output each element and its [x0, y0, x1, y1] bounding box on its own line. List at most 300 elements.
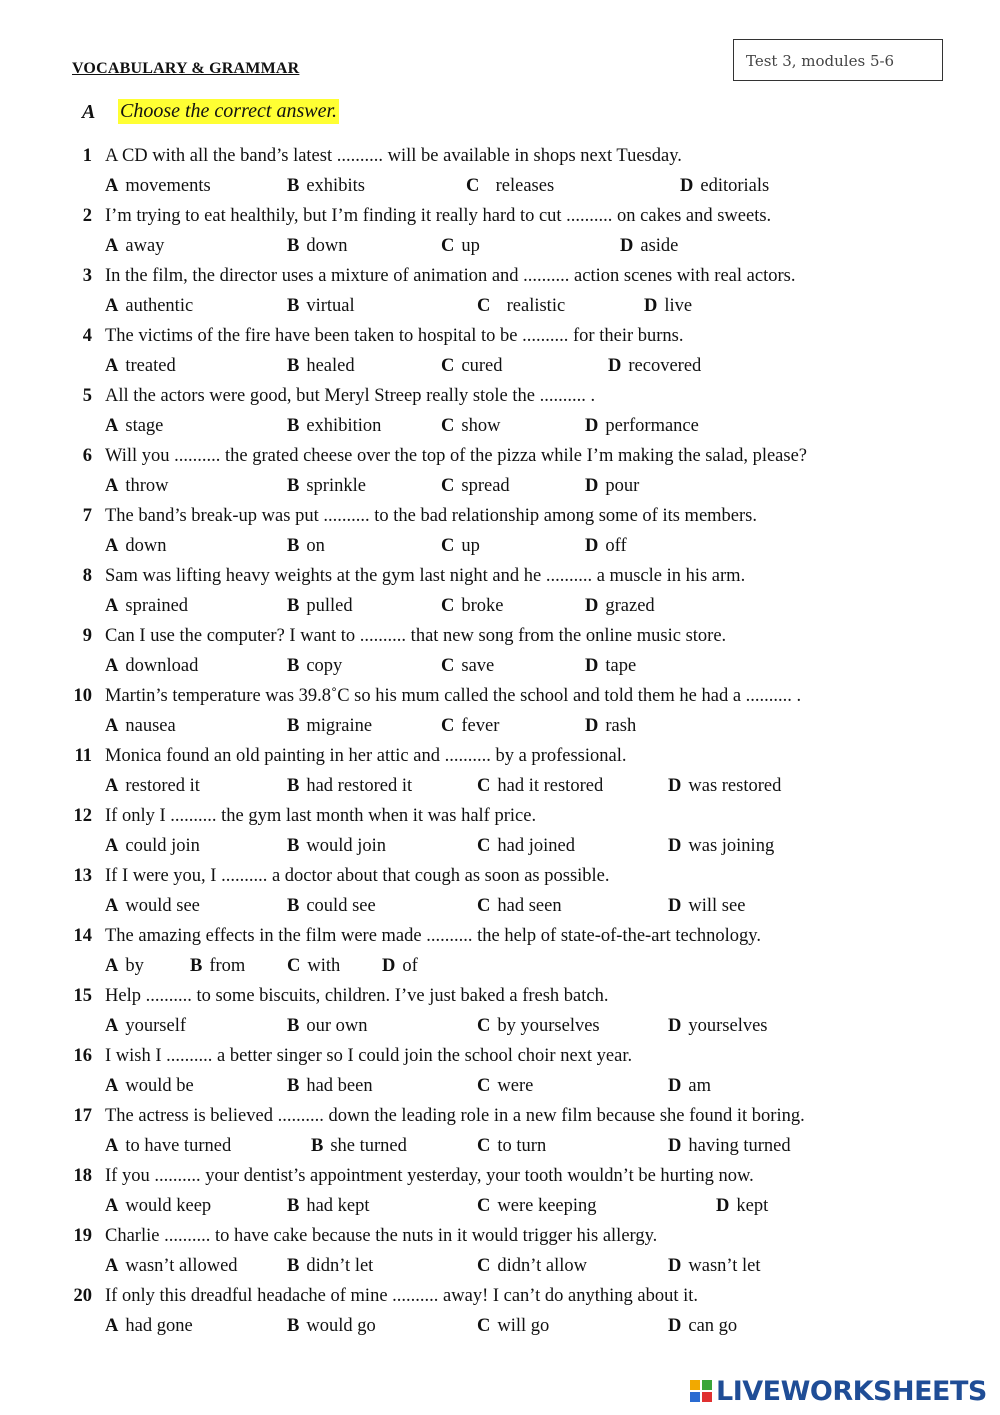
question-number: 7	[82, 506, 92, 526]
answer-option-c[interactable]	[441, 476, 510, 497]
question-stem: A CD with all the band’s latest .......... will be available in shops next Tuesday.	[105, 146, 682, 166]
option-letter: B	[287, 416, 300, 436]
answer-option-a[interactable]	[105, 1256, 238, 1277]
option-letter: C	[477, 1136, 491, 1156]
question-number: 2	[82, 206, 92, 226]
answer-option-d[interactable]	[668, 1256, 760, 1277]
option-letter: A	[105, 776, 119, 796]
option-letter: B	[287, 1016, 300, 1036]
question-12	[0, 806, 1000, 866]
question-number: 4	[82, 326, 92, 346]
test-label: Test 3, modules 5-6	[746, 52, 895, 70]
answer-option-d[interactable]	[644, 296, 692, 317]
option-letter: A	[105, 536, 119, 556]
answer-option-d[interactable]	[668, 896, 745, 917]
option-text: would be	[125, 1076, 194, 1096]
answer-option-a[interactable]	[105, 236, 164, 257]
option-letter: D	[620, 236, 634, 256]
option-letter: C	[441, 596, 455, 616]
question-stem: Charlie .......... to have cake because the nuts in it would trigger his allergy.	[105, 1226, 658, 1246]
answer-option-b[interactable]	[287, 1196, 370, 1217]
answer-option-b[interactable]	[311, 1136, 407, 1157]
option-text: virtual	[306, 296, 355, 316]
question-stem: Can I use the computer? I want to .......... that new song from the online music store.	[105, 626, 727, 646]
question-4	[0, 326, 1000, 386]
option-letter: C	[441, 476, 455, 496]
option-letter: A	[105, 416, 119, 436]
answer-option-c[interactable]	[441, 236, 480, 257]
option-letter: B	[287, 596, 300, 616]
option-text: wasn’t let	[688, 1256, 761, 1276]
question-number: 1	[82, 146, 92, 166]
option-letter: D	[585, 656, 599, 676]
option-letter: D	[668, 1316, 682, 1336]
option-text: healed	[306, 356, 355, 376]
answer-option-c[interactable]	[441, 656, 494, 677]
option-text: exhibits	[306, 176, 365, 196]
answer-option-a[interactable]	[105, 296, 193, 317]
section-title: VOCABULARY & GRAMMAR	[72, 60, 300, 77]
answer-option-d[interactable]	[585, 536, 627, 557]
question-number: 15	[73, 986, 92, 1006]
question-number: 18	[73, 1166, 92, 1186]
option-text: releases	[486, 176, 555, 196]
option-text: could join	[125, 836, 200, 856]
option-text: she turned	[330, 1136, 407, 1156]
question-10	[0, 686, 1000, 746]
option-letter: B	[190, 956, 203, 976]
question-16	[0, 1046, 1000, 1106]
question-number: 6	[82, 446, 92, 466]
answer-option-d[interactable]	[585, 656, 636, 677]
option-text: to have turned	[125, 1136, 232, 1156]
option-text: recovered	[628, 356, 702, 376]
answer-option-d[interactable]	[608, 356, 701, 377]
option-text: had joined	[497, 836, 575, 856]
question-8	[0, 566, 1000, 626]
question-20	[0, 1286, 1000, 1346]
option-letter: B	[287, 476, 300, 496]
question-stem: Will you .......... the grated cheese over the top of the pizza while I’m making the salad, please?	[105, 446, 808, 466]
option-text: were	[497, 1076, 534, 1096]
answer-option-c[interactable]	[466, 176, 554, 197]
answer-option-d[interactable]	[668, 1076, 711, 1097]
question-11	[0, 746, 1000, 806]
option-text: can go	[688, 1316, 738, 1336]
option-letter: B	[287, 656, 300, 676]
answer-option-a[interactable]	[105, 596, 188, 617]
option-text: up	[461, 236, 480, 256]
question-number: 13	[73, 866, 92, 886]
answer-option-b[interactable]	[287, 176, 365, 197]
option-text: spread	[461, 476, 510, 496]
option-text: am	[688, 1076, 711, 1096]
question-stem: The victims of the fire have been taken to hospital to be .......... for their burns.	[105, 326, 684, 346]
option-letter: B	[287, 716, 300, 736]
question-number: 14	[73, 926, 92, 946]
answer-option-d[interactable]	[382, 956, 418, 977]
option-text: treated	[125, 356, 176, 376]
option-letter: A	[105, 956, 119, 976]
question-number: 16	[73, 1046, 92, 1066]
option-letter: A	[105, 1076, 119, 1096]
option-letter: C	[441, 716, 455, 736]
answer-option-a[interactable]	[105, 836, 200, 857]
option-letter: D	[585, 476, 599, 496]
answer-option-b[interactable]	[287, 656, 342, 677]
question-stem: The amazing effects in the film were made .......... the help of state-of-the-art technology.	[105, 926, 761, 946]
question-stem: I wish I .......... a better singer so I could join the school choir next year.	[105, 1046, 633, 1066]
option-text: didn’t allow	[497, 1256, 587, 1276]
option-text: broke	[461, 596, 504, 616]
answer-option-a[interactable]	[105, 1136, 231, 1157]
option-letter: A	[105, 896, 119, 916]
answer-option-c[interactable]	[477, 1316, 549, 1337]
option-letter: D	[668, 1136, 682, 1156]
logo-grid-icon	[690, 1380, 712, 1402]
option-text: performance	[605, 416, 699, 436]
option-letter: A	[105, 1256, 119, 1276]
option-letter: C	[441, 236, 455, 256]
answer-option-c[interactable]	[477, 296, 565, 317]
question-1	[0, 146, 1000, 206]
question-3	[0, 266, 1000, 326]
answer-option-b[interactable]	[287, 476, 366, 497]
option-text: would keep	[125, 1196, 212, 1216]
answer-option-b[interactable]	[287, 716, 372, 737]
answer-option-a[interactable]	[105, 356, 176, 377]
option-letter: B	[311, 1136, 324, 1156]
answer-option-a[interactable]	[105, 716, 176, 737]
option-text: had been	[306, 1076, 373, 1096]
answer-option-a[interactable]	[105, 1076, 194, 1097]
option-text: our own	[306, 1016, 368, 1036]
option-letter: C	[477, 1076, 491, 1096]
option-text: movements	[125, 176, 211, 196]
answer-option-d[interactable]	[585, 596, 655, 617]
answer-option-d[interactable]	[716, 1196, 768, 1217]
option-letter: B	[287, 356, 300, 376]
option-text: would join	[306, 836, 386, 856]
option-letter: B	[287, 236, 300, 256]
question-13	[0, 866, 1000, 926]
answer-option-b[interactable]	[287, 536, 325, 557]
option-letter: C	[441, 656, 455, 676]
option-letter: B	[287, 1256, 300, 1276]
question-stem: Help .......... to some biscuits, children. I’ve just baked a fresh batch.	[105, 986, 609, 1006]
option-letter: C	[477, 1316, 491, 1336]
option-letter: C	[466, 176, 480, 196]
option-text: restored it	[125, 776, 200, 796]
answer-option-d[interactable]	[668, 1016, 768, 1037]
question-stem: All the actors were good, but Meryl Streep really stole the .......... .	[105, 386, 596, 406]
option-text: cured	[461, 356, 503, 376]
option-text: live	[664, 296, 693, 316]
option-text: save	[461, 656, 495, 676]
answer-option-d[interactable]	[668, 776, 781, 797]
option-text: would go	[306, 1316, 376, 1336]
option-letter: A	[105, 716, 119, 736]
answer-option-c[interactable]	[441, 596, 504, 617]
option-text: will go	[497, 1316, 550, 1336]
option-letter: D	[585, 536, 599, 556]
option-text: away	[125, 236, 165, 256]
option-letter: B	[287, 836, 300, 856]
question-stem: Monica found an old painting in her attic and .......... by a professional.	[105, 746, 627, 766]
option-text: down	[306, 236, 348, 256]
option-text: tape	[605, 656, 637, 676]
option-letter: A	[105, 1136, 119, 1156]
question-14	[0, 926, 1000, 986]
answer-option-c[interactable]	[477, 836, 575, 857]
answer-option-c[interactable]	[441, 716, 499, 737]
option-text: show	[461, 416, 501, 436]
answer-option-c[interactable]	[477, 1016, 600, 1037]
answer-option-d[interactable]	[680, 176, 769, 197]
option-letter: C	[287, 956, 301, 976]
option-letter: C	[441, 416, 455, 436]
option-text: with	[307, 956, 341, 976]
answer-option-d[interactable]	[585, 476, 639, 497]
option-text: on	[306, 536, 325, 556]
option-letter: B	[287, 776, 300, 796]
question-5	[0, 386, 1000, 446]
option-text: had restored it	[306, 776, 413, 796]
option-text: sprinkle	[306, 476, 366, 496]
question-number: 8	[82, 566, 92, 586]
option-letter: A	[105, 1196, 119, 1216]
question-19	[0, 1226, 1000, 1286]
option-text: was joining	[688, 836, 775, 856]
option-letter: B	[287, 536, 300, 556]
answer-option-b[interactable]	[287, 596, 353, 617]
option-text: had kept	[306, 1196, 370, 1216]
answer-option-a[interactable]	[105, 416, 163, 437]
option-letter: D	[585, 716, 599, 736]
answer-option-c[interactable]	[287, 956, 340, 977]
answer-option-a[interactable]	[105, 1196, 211, 1217]
option-letter: C	[477, 896, 491, 916]
option-letter: A	[105, 356, 119, 376]
answer-option-b[interactable]	[287, 1316, 376, 1337]
option-text: aside	[640, 236, 679, 256]
option-letter: C	[477, 836, 491, 856]
option-text: pulled	[306, 596, 353, 616]
option-letter: C	[441, 356, 455, 376]
question-stem: If only I .......... the gym last month when it was half price.	[105, 806, 537, 826]
answer-option-b[interactable]	[287, 1256, 373, 1277]
option-letter: D	[585, 596, 599, 616]
option-letter: D	[668, 1016, 682, 1036]
question-number: 17	[73, 1106, 92, 1126]
answer-option-d[interactable]	[668, 1136, 791, 1157]
question-stem: If you .......... your dentist’s appointment yesterday, your tooth wouldn’t be hurting now.	[105, 1166, 754, 1186]
test-label-box	[733, 39, 943, 81]
option-text: up	[461, 536, 480, 556]
option-text: sprained	[125, 596, 189, 616]
option-text: will see	[688, 896, 746, 916]
option-letter: B	[287, 176, 300, 196]
liveworksheets-logo	[690, 1372, 990, 1412]
option-text: grazed	[605, 596, 655, 616]
option-text: didn’t let	[306, 1256, 374, 1276]
question-stem: I’m trying to eat healthily, but I’m finding it really hard to cut .......... on cakes and sweets.	[105, 206, 772, 226]
option-text: pour	[605, 476, 640, 496]
option-letter: B	[287, 896, 300, 916]
option-letter: A	[105, 176, 119, 196]
option-letter: A	[105, 1316, 119, 1336]
option-letter: D	[668, 776, 682, 796]
option-letter: D	[608, 356, 622, 376]
answer-option-b[interactable]	[287, 776, 412, 797]
answer-option-c[interactable]	[477, 1076, 533, 1097]
answer-option-c[interactable]	[441, 536, 480, 557]
option-letter: A	[105, 836, 119, 856]
option-text: kept	[736, 1196, 769, 1216]
option-letter: C	[477, 296, 491, 316]
option-text: down	[125, 536, 167, 556]
option-letter: D	[680, 176, 694, 196]
option-text: had gone	[125, 1316, 193, 1336]
answer-option-c[interactable]	[477, 896, 562, 917]
answer-option-c[interactable]	[441, 356, 502, 377]
question-number: 3	[82, 266, 92, 286]
option-letter: C	[477, 1016, 491, 1036]
answer-option-a[interactable]	[105, 896, 200, 917]
answer-option-c[interactable]	[477, 1136, 546, 1157]
question-6	[0, 446, 1000, 506]
option-letter: B	[287, 1076, 300, 1096]
answer-option-a[interactable]	[105, 776, 200, 797]
option-letter: A	[105, 476, 119, 496]
answer-option-b[interactable]	[287, 296, 355, 317]
option-text: would see	[125, 896, 200, 916]
option-letter: C	[441, 536, 455, 556]
option-text: throw	[125, 476, 169, 496]
question-stem: If only this dreadful headache of mine .......... away! I can’t do anything about it.	[105, 1286, 699, 1306]
instruction-text: Choose the correct answer.	[120, 100, 338, 122]
option-text: copy	[306, 656, 343, 676]
answer-option-a[interactable]	[105, 1316, 193, 1337]
question-number: 11	[74, 746, 92, 766]
answer-option-c[interactable]	[477, 1196, 597, 1217]
option-text: authentic	[125, 296, 194, 316]
question-number: 12	[73, 806, 92, 826]
option-text: rash	[605, 716, 637, 736]
option-text: editorials	[700, 176, 770, 196]
option-text: having turned	[688, 1136, 791, 1156]
question-stem: Sam was lifting heavy weights at the gym last night and he .......... a muscle in his arm.	[105, 566, 746, 586]
option-text: from	[209, 956, 246, 976]
answer-option-d[interactable]	[668, 836, 774, 857]
question-number: 19	[73, 1226, 92, 1246]
answer-option-a[interactable]	[105, 536, 167, 557]
option-text: exhibition	[306, 416, 382, 436]
option-letter: D	[716, 1196, 730, 1216]
option-text: had seen	[497, 896, 562, 916]
option-letter: D	[668, 1076, 682, 1096]
answer-option-a[interactable]	[105, 1016, 186, 1037]
option-text: yourselves	[688, 1016, 768, 1036]
question-number: 5	[82, 386, 92, 406]
option-text: yourself	[125, 1016, 186, 1036]
answer-option-c[interactable]	[477, 776, 603, 797]
option-letter: B	[287, 1196, 300, 1216]
option-text: by	[125, 956, 144, 976]
answer-option-c[interactable]	[441, 416, 500, 437]
option-letter: B	[287, 1316, 300, 1336]
answer-option-b[interactable]	[287, 236, 347, 257]
option-letter: C	[477, 1256, 491, 1276]
option-letter: A	[105, 596, 119, 616]
question-number: 20	[73, 1286, 92, 1306]
option-letter: C	[477, 776, 491, 796]
question-stem: The band’s break-up was put .......... to the bad relationship among some of its members.	[105, 506, 757, 526]
answer-option-c[interactable]	[477, 1256, 587, 1277]
option-text: migraine	[306, 716, 373, 736]
option-text: download	[125, 656, 199, 676]
answer-option-d[interactable]	[585, 716, 636, 737]
question-7	[0, 506, 1000, 566]
answer-option-b[interactable]	[287, 836, 386, 857]
option-text: were keeping	[497, 1196, 597, 1216]
option-letter: D	[668, 1256, 682, 1276]
question-number: 9	[82, 626, 92, 646]
answer-option-b[interactable]	[287, 896, 376, 917]
option-text: nausea	[125, 716, 176, 736]
option-letter: A	[105, 656, 119, 676]
answer-option-a[interactable]	[105, 656, 198, 677]
question-stem: In the film, the director uses a mixture of animation and .......... action scenes with real actors.	[105, 266, 796, 286]
option-text: to turn	[497, 1136, 547, 1156]
answer-option-d[interactable]	[620, 236, 678, 257]
answer-option-b[interactable]	[287, 416, 381, 437]
option-text: fever	[461, 716, 500, 736]
option-letter: B	[287, 296, 300, 316]
question-18	[0, 1166, 1000, 1226]
question-15	[0, 986, 1000, 1046]
answer-option-d[interactable]	[668, 1316, 737, 1337]
instruction-letter: A	[82, 101, 96, 123]
option-text: was restored	[688, 776, 782, 796]
answer-option-b[interactable]	[190, 956, 245, 977]
answer-option-b[interactable]	[287, 356, 355, 377]
question-stem: Martin’s temperature was 39.8˚C so his mum called the school and told them he had a .......... .	[105, 686, 802, 706]
option-letter: C	[477, 1196, 491, 1216]
answer-option-b[interactable]	[287, 1076, 373, 1097]
answer-option-a[interactable]	[105, 176, 211, 197]
option-letter: D	[668, 896, 682, 916]
option-text: of	[402, 956, 418, 976]
logo-text: LIVEWORKSHEETS	[716, 1376, 987, 1407]
question-stem: The actress is believed .......... down the leading role in a new film because she found it boring.	[105, 1106, 805, 1126]
option-letter: D	[668, 836, 682, 856]
question-17	[0, 1106, 1000, 1166]
answer-option-a[interactable]	[105, 476, 169, 497]
question-2	[0, 206, 1000, 266]
option-letter: A	[105, 1016, 119, 1036]
question-9	[0, 626, 1000, 686]
answer-option-d[interactable]	[585, 416, 699, 437]
option-letter: A	[105, 296, 119, 316]
option-text: off	[605, 536, 627, 556]
question-stem: If I were you, I .......... a doctor about that cough as soon as possible.	[105, 866, 610, 886]
option-text: could see	[306, 896, 376, 916]
answer-option-b[interactable]	[287, 1016, 368, 1037]
question-number: 10	[73, 686, 92, 706]
option-letter: D	[644, 296, 658, 316]
answer-option-a[interactable]	[105, 956, 144, 977]
